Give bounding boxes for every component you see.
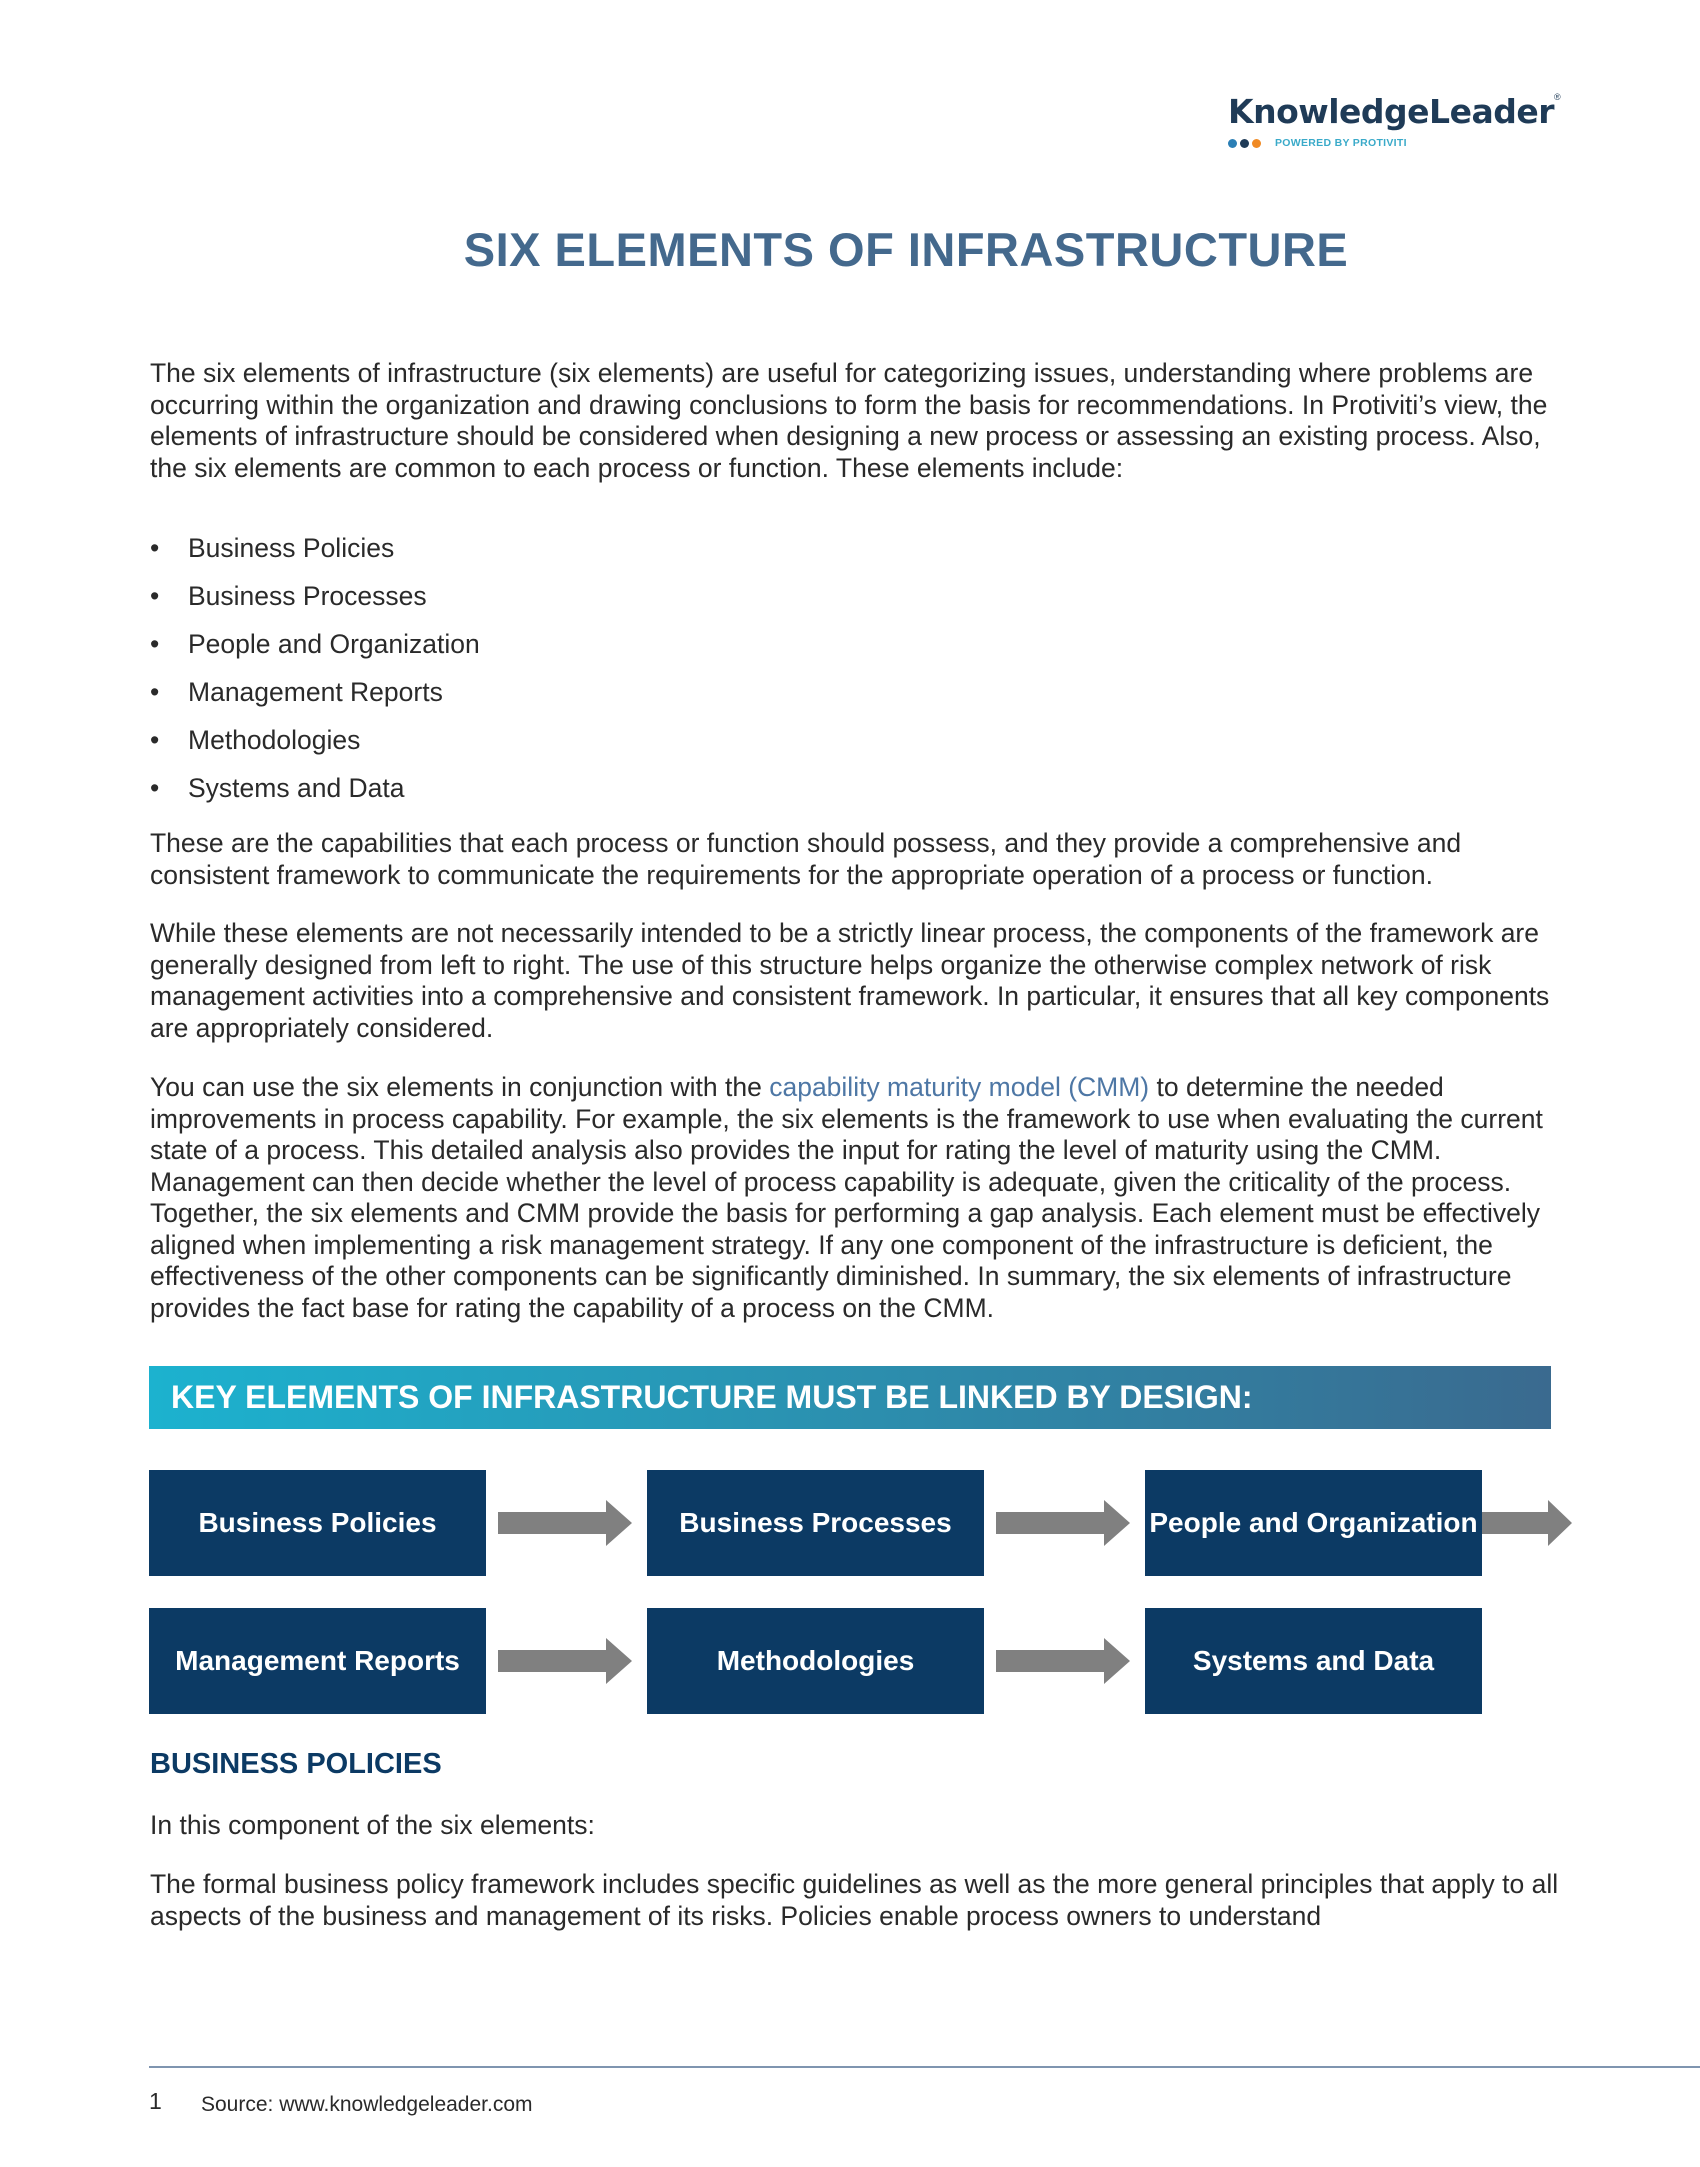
capabilities-paragraph: These are the capabilities that each process or function should possess, and they provide a comprehensive and consistent framework to communicate the requirements for the appropriate operation of a process or function. [150, 828, 1462, 890]
policy-framework-paragraph: The formal business policy framework includes specific guidelines as well as the more general principles that apply to all aspects of the business and management of its risks. Policies enable process owners to understand [150, 1869, 1559, 1931]
logo-name: KnowledgeLeader [1228, 92, 1554, 131]
diagram-box-business-processes: Business Processes [647, 1470, 984, 1576]
bullet-icon: • [150, 773, 160, 803]
component-intro-paragraph: In this component of the six elements: [150, 1810, 595, 1840]
cmm-text-after: to determine the needed improvements in process capability. For example, the six elements is the framework to use when evaluating the current state of a process. This detailed analysis also provides the input for rating the level of maturity using the CMM. Management can then decide whether the level of process capability is adequate, given the criticality of the process. Together, the six elements and CMM provide the basis for performing a gap analysis. Each element must be effectively aligned when implementing a risk management strategy. If any one component of the infrastructure is deficient, the effectiveness of the other components can be significantly diminished. In summary, the six elements of infrastructure provides the fact base for rating the capability of a process on the CMM. [150, 1072, 1543, 1323]
footer-source: Source: www.knowledgeleader.com [201, 2093, 533, 2116]
list-item-label: Business Processes [188, 581, 427, 611]
list-item-label: Business Policies [188, 533, 395, 563]
diagram-box-people-organization: People and Organization [1145, 1470, 1482, 1576]
bullet-icon: • [150, 629, 160, 659]
footer-divider [149, 2066, 1700, 2068]
list-item-label: Methodologies [188, 725, 361, 755]
logo-dots-icon [1228, 139, 1261, 148]
diagram-box-management-reports: Management Reports [149, 1608, 486, 1714]
intro-paragraph: The six elements of infrastructure (six elements) are useful for categorizing issues, understanding where problems are occurring within the organization and drawing conclusions to form the basis for recommendations. In Protiviti’s view, the elements of infrastructure should be considered when designing a new process or assessing an existing process. Also, the six elements are common to each process or function. These elements include: [150, 358, 1548, 483]
knowledgeleader-logo[interactable] [1228, 92, 1561, 149]
list-item-label: Management Reports [188, 677, 443, 707]
linear-process-paragraph: While these elements are not necessarily intended to be a strictly linear process, the components of the framework are generally designed from left to right. The use of this structure helps organize the otherwise complex network of risk management activities into a comprehensive and consistent framework. In particular, it ensures that all key components are appropriately considered. [150, 918, 1550, 1043]
arrow-right-icon [498, 1638, 634, 1684]
list-item-label: Systems and Data [188, 773, 405, 803]
diagram-box-methodologies: Methodologies [647, 1608, 984, 1714]
section-heading: BUSINESS POLICIES [150, 1748, 442, 1780]
banner-title: KEY ELEMENTS OF INFRASTRUCTURE MUST BE LINKED BY DESIGN: [171, 1379, 1253, 1415]
arrow-right-icon [996, 1638, 1132, 1684]
logo-dot [1240, 139, 1249, 148]
cmm-text-before: You can use the six elements in conjunction with the [150, 1072, 770, 1102]
diagram-box-business-policies: Business Policies [149, 1470, 486, 1576]
bullet-icon: • [150, 725, 160, 755]
list-item [150, 578, 750, 626]
page-number: 1 [149, 2088, 162, 2114]
diagram-box-systems-data: Systems and Data [1145, 1608, 1482, 1714]
logo-dot [1252, 139, 1261, 148]
bullet-icon: • [150, 533, 160, 563]
logo-powered-by: POWERED BY PROTIVITI [1275, 137, 1407, 149]
arrow-right-icon [1482, 1500, 1574, 1546]
bullet-icon: • [150, 581, 160, 611]
bullet-icon: • [150, 677, 160, 707]
elements-list [150, 530, 750, 818]
list-item [150, 674, 750, 722]
cmm-paragraph [150, 1072, 1560, 1324]
list-item [150, 770, 750, 818]
list-item [150, 722, 750, 770]
cmm-link[interactable]: capability maturity model (CMM) [769, 1072, 1150, 1102]
list-item [150, 530, 750, 578]
list-item [150, 626, 750, 674]
registered-mark: ® [1554, 92, 1561, 102]
list-item-label: People and Organization [188, 629, 480, 659]
arrow-right-icon [996, 1500, 1132, 1546]
logo-dot [1228, 139, 1237, 148]
logo-subline [1228, 137, 1558, 149]
page-title: SIX ELEMENTS OF INFRASTRUCTURE [463, 223, 1349, 276]
logo-wordmark [1228, 92, 1561, 131]
section-banner [149, 1366, 1551, 1429]
arrow-right-icon [498, 1500, 634, 1546]
